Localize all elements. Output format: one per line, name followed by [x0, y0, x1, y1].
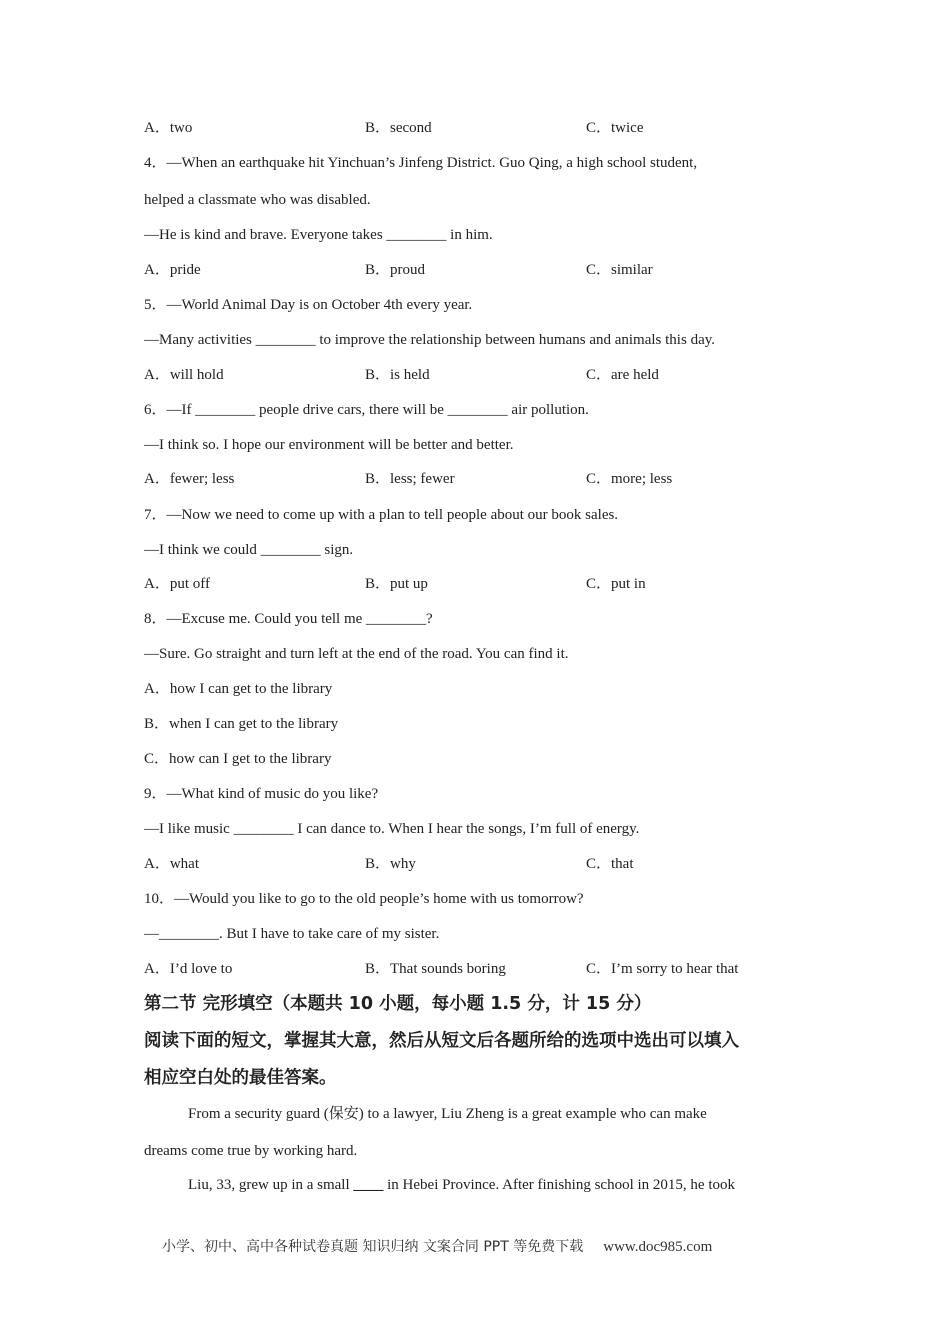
q3-option-c: C．twice	[586, 120, 644, 136]
passage-p2-text-after: in Hebei Province. After finishing school in 2015, he took	[383, 1177, 736, 1193]
passage-p1-line2: dreams come true by working hard.	[144, 1143, 358, 1159]
q8-option-c: C．how can I get to the library	[144, 751, 332, 767]
passage-p2-line1	[188, 1175, 735, 1195]
q8-response: —Sure. Go straight and turn left at the end of the road. You can find it.	[144, 646, 569, 662]
q7-question: 7．—Now we need to come up with a plan to tell people about our book sales.	[144, 507, 619, 523]
q5-response: —Many activities ________ to improve the relationship between humans and animals this day.	[144, 332, 715, 348]
q10-option-c: C．I’m sorry to hear that	[586, 961, 739, 977]
q7-option-b: B．put up	[365, 576, 428, 592]
q5-option-b: B．is held	[365, 367, 430, 383]
q8-option-a: A．how I can get to the library	[144, 681, 333, 697]
footer-text: 小学、初中、高中各种试卷真题 知识归纳 文案合同 PPT 等免费下载	[162, 1239, 584, 1255]
passage-blank-1: ____	[353, 1177, 384, 1193]
q4-option-c: C．similar	[586, 262, 653, 278]
q10-question: 10．—Would you like to go to the old people’s home with us tomorrow?	[144, 891, 584, 907]
q4-question-line2: helped a classmate who was disabled.	[144, 192, 371, 208]
q8-question: 8．—Excuse me. Could you tell me ________?	[144, 611, 433, 627]
page-footer	[162, 1236, 712, 1256]
q4-option-b: B．proud	[365, 262, 426, 278]
q9-response: —I like music ________ I can dance to. When I hear the songs, I’m full of energy.	[144, 821, 640, 837]
q10-option-b: B．That sounds boring	[365, 961, 506, 977]
q9-question: 9．—What kind of music do you like?	[144, 786, 379, 802]
q6-option-b: B．less; fewer	[365, 471, 455, 487]
q9-option-b: B．why	[365, 856, 416, 872]
section2-instruction-line2: 相应空白处的最佳答案。	[144, 1068, 337, 1088]
q8-option-b: B．when I can get to the library	[144, 716, 339, 732]
q7-response: —I think we could ________ sign.	[144, 542, 354, 558]
q3-option-b: B．second	[365, 120, 432, 136]
q4-response: —He is kind and brave. Everyone takes ________ in him.	[144, 227, 493, 243]
q7-option-a: A．put off	[144, 576, 210, 592]
q5-option-c: C．are held	[586, 367, 659, 383]
section2-title: 第二节 完形填空（本题共 10 小题，每小题 1.5 分，计 15 分）	[144, 994, 652, 1014]
q5-option-a: A．will hold	[144, 367, 224, 383]
q10-option-a: A．I’d love to	[144, 961, 233, 977]
passage-p1-line1: From a security guard (保安) to a lawyer, Liu Zheng is a great example who can make	[188, 1106, 707, 1122]
q4-option-a: A．pride	[144, 262, 201, 278]
q9-option-c: C．that	[586, 856, 634, 872]
section2-instruction-line1: 阅读下面的短文，掌握其大意，然后从短文后各题所给的选项中选出可以填入	[144, 1031, 739, 1051]
footer-url: www.doc985.com	[603, 1239, 713, 1255]
q6-option-c: C．more; less	[586, 471, 673, 487]
q6-question: 6．—If ________ people drive cars, there will be ________ air pollution.	[144, 402, 589, 418]
q10-response: —________. But I have to take care of my sister.	[144, 926, 440, 942]
q6-option-a: A．fewer; less	[144, 471, 235, 487]
q9-option-a: A．what	[144, 856, 199, 872]
q5-question: 5．—World Animal Day is on October 4th every year.	[144, 297, 473, 313]
q4-question-line1: 4．—When an earthquake hit Yinchuan’s Jinfeng District. Guo Qing, a high school student,	[144, 155, 698, 171]
q7-option-c: C．put in	[586, 576, 646, 592]
passage-p2-text-before: Liu, 33, grew up in a small	[188, 1177, 354, 1193]
q3-option-a: A．two	[144, 120, 193, 136]
q6-response: —I think so. I hope our environment will be better and better.	[144, 437, 514, 453]
